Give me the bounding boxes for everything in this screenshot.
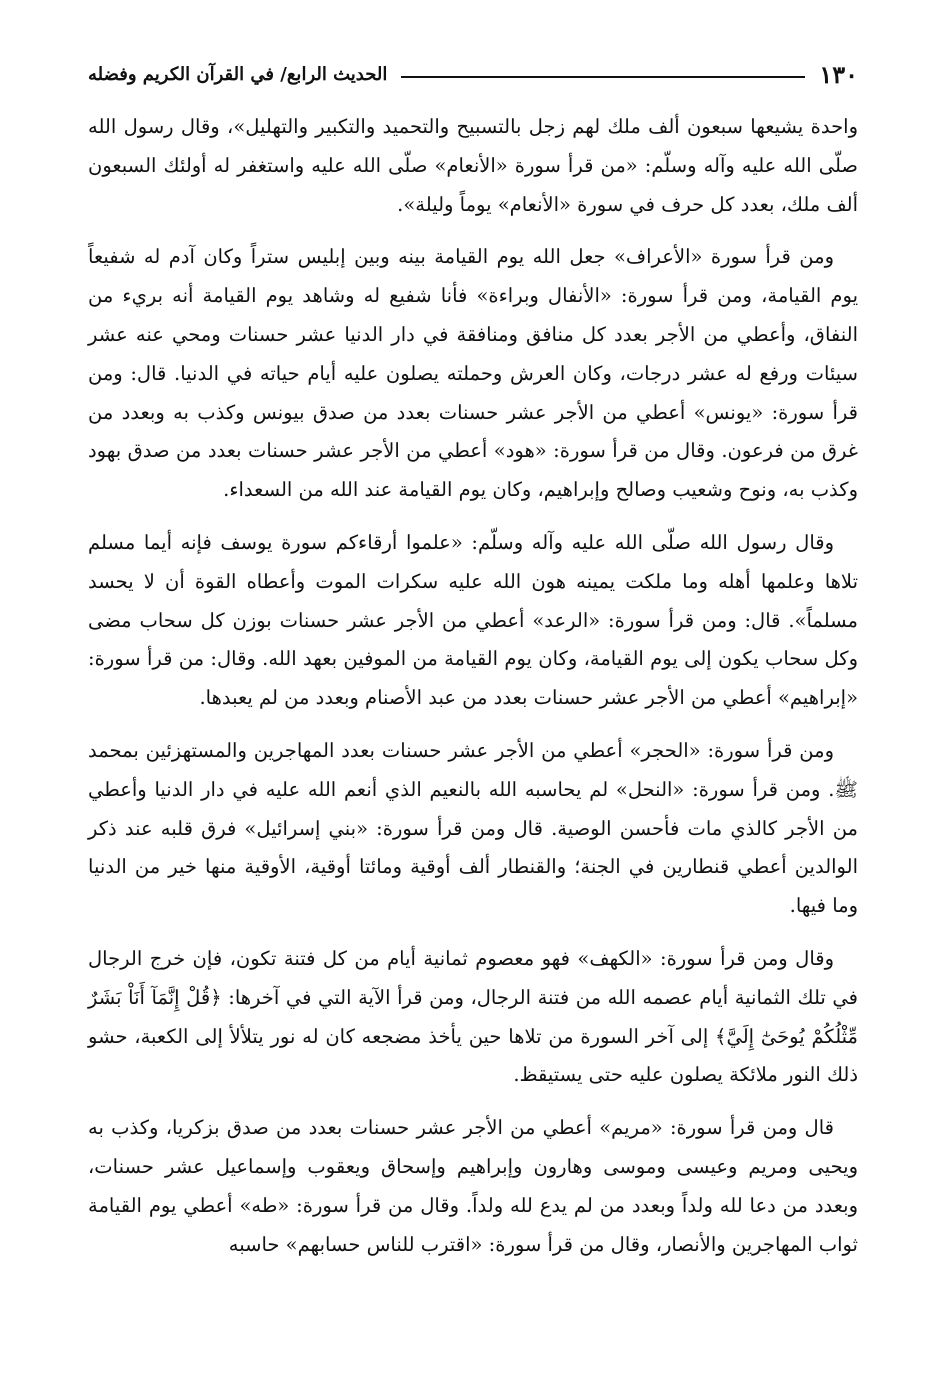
paragraph: واحدة يشيعها سبعون ألف ملك لهم زجل بالتسبيح والتحميد والتكبير والتهليل»، وقال رسول الله صلّى الله عليه وآله وسلّم: «من قرأ سورة «الأنعام» صلّى الله عليه واستغفر له أولئك السبعون ألف ملك، بعدد كل حرف في سورة «الأنعام» يوماً وليلة». bbox=[88, 115, 858, 216]
paragraph: وقال رسول الله صلّى الله عليه وآله وسلّم: «علموا أرقاءكم سورة يوسف فإنه أيما مسلم تلاها وعلمها أهله وما ملكت يمينه هون الله عليه سكرات الموت وأعطاه القوة أن لا يحسد مسلماً». قال: ومن قرأ سورة: «الرعد» أعطي من الأجر عشر حسنات بوزن كل سحاب مضى وكل سحاب يكون إلى يوم القيامة، وكان يوم القيامة من الموفين بعهد الله. وقال: من قرأ سورة: «إبراهيم» أعطي من الأجر عشر حسنات بعدد من عبد الأصنام وبعدد من لم يعبدها. bbox=[88, 530, 858, 710]
header-rule bbox=[401, 76, 805, 78]
paragraph: قال ومن قرأ سورة: «مريم» أعطي من الأجر عشر حسنات بعدد من صدق بزكريا، وكذب به ويحيى ومريم وعيسى وموسى وهارون وإبراهيم وإسحاق ويعقوب وإسماعيل عشر حسنات، وبعدد من دعا لله ولداً وبعدد من لم يدع لله ولداً. وقال من قرأ سورة: «طه» أعطي يوم القيامة ثواب المهاجرين والأنصار، وقال من قرأ سورة: «اقترب للناس حسابهم» حاسبه bbox=[88, 1116, 858, 1256]
running-title: الحديث الرابع/ في القرآن الكريم وفضله bbox=[88, 63, 388, 85]
paragraph: ومن قرأ سورة: «الحجر» أعطي من الأجر عشر حسنات بعدد المهاجرين والمستهزئين بمحمد ﷺ. ومن قرأ سورة: «النحل» لم يحاسبه الله بالنعيم الذي أنعم الله عليه في دار الدنيا وأعطي من الأجر كالذي مات فأحسن الوصية. قال ومن قرأ سورة: «بني إسرائيل» فرق قلبه عند ذكر الوالدين أعطي قنطارين في الجنة؛ والقنطار ألف أوقية ومائتا أوقية، الأوقية منها خير من الدنيا وما فيها. bbox=[88, 738, 858, 918]
paragraph: وقال ومن قرأ سورة: «الكهف» فهو معصوم ثمانية أيام من كل فتنة تكون، فإن خرج الرجال في تلك الثمانية أيام عصمه الله من فتنة الرجال، ومن قرأ الآية التي في آخرها: ﴿قُلْ إِنَّمَآ أَنَاْ بَشَرٌ مِّثْلُكُمْ يُوحَىٰٓ إِلَيَّ﴾ إلى آخر السورة من تلاها حين يأخذ مضجعه كان له نور يتلألأ إلى الكعبة، حشو ذلك النور ملائكة يصلون عليه حتى يستيقظ. bbox=[88, 946, 858, 1087]
body-text bbox=[88, 108, 858, 1345]
page-number: ١٣٠ bbox=[819, 59, 858, 89]
page-header bbox=[88, 58, 858, 90]
paragraph: ومن قرأ سورة «الأعراف» جعل الله يوم القيامة بينه وبين إبليس ستراً وكان آدم له شفيعاً يوم القيامة، ومن قرأ سورة: «الأنفال وبراءة» فأنا شفيع له وشاهد يوم القيامة أنه بريء من النفاق، وأعطي من الأجر بعدد كل منافق ومنافقة في دار الدنيا عشر حسنات ومحي عنه عشر سيئات ورفع له عشر درجات، وكان العرش وحملته يصلون عليه أيام حياته في الدنيا. قال: ومن قرأ سورة: «يونس» أعطي من الأجر عشر حسنات بعدد من صدق بيونس وكذب به وبعدد من غرق من فرعون. وقال من قرأ سورة: «هود» أعطي من الأجر عشر حسنات بعدد من صدق بهود وكذب به، ونوح وشعيب وصالح وإبراهيم، وكان يوم القيامة عند الله من السعداء. bbox=[88, 245, 858, 502]
